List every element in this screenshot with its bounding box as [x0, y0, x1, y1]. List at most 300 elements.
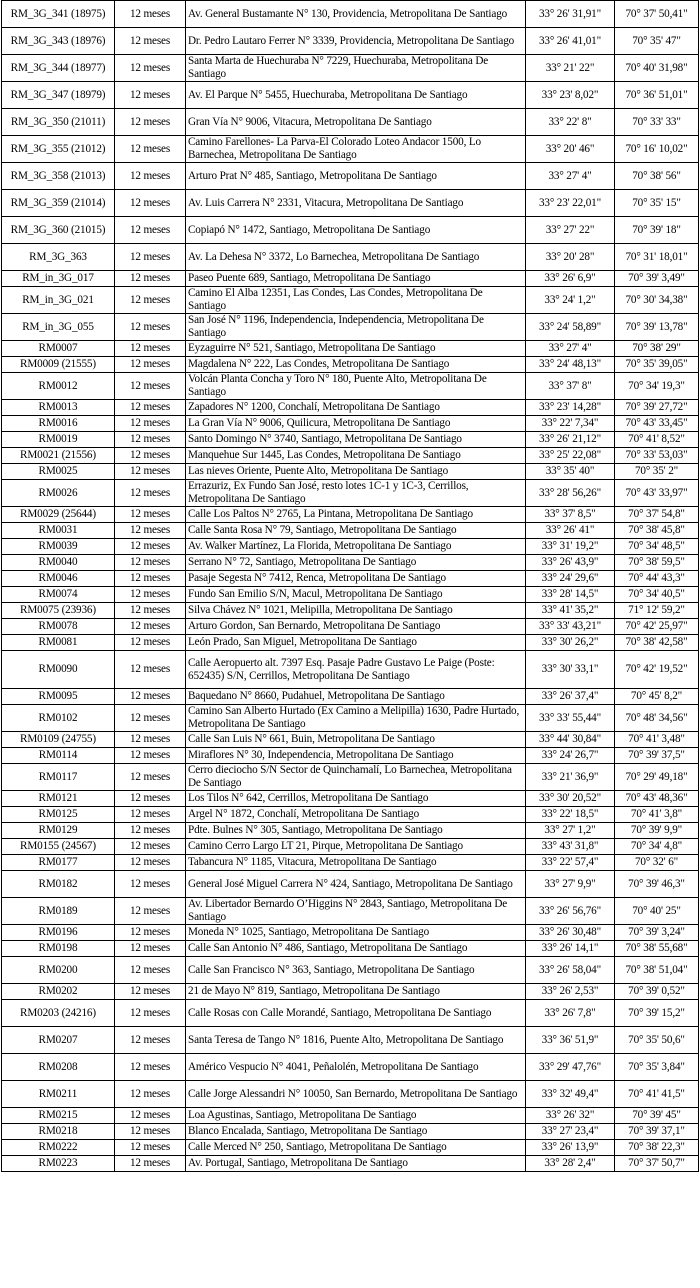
duration-cell: 12 meses	[115, 28, 186, 55]
address-cell: Errazuriz, Ex Fundo San José, resto lotes 1C-1 y 1C-3, Cerrillos, Metropolitana De Santiago	[186, 480, 526, 507]
table-row	[2, 1081, 699, 1108]
address-cell: Calle Aeropuerto alt. 7397 Esq. Pasaje Padre Gustavo Le Paige (Poste: 652435) S/N, Cerrillos, Metropolitana De Santiago	[186, 651, 526, 689]
duration-cell: 12 meses	[115, 855, 186, 871]
table-row	[2, 748, 699, 764]
table-row	[2, 1027, 699, 1054]
longitude-cell: 70° 43' 33,97"	[615, 480, 699, 507]
latitude-cell: 33° 30' 26,2"	[526, 635, 615, 651]
longitude-cell: 70° 39' 27,72"	[615, 400, 699, 416]
latitude-cell: 33° 20' 46"	[526, 136, 615, 163]
table-row	[2, 689, 699, 705]
duration-cell: 12 meses	[115, 571, 186, 587]
site-id-cell: RM0009 (21555)	[2, 357, 115, 373]
table-row	[2, 448, 699, 464]
latitude-cell: 33° 35' 40"	[526, 464, 615, 480]
longitude-cell: 70° 34' 19,3"	[615, 373, 699, 400]
table-row	[2, 244, 699, 271]
duration-cell: 12 meses	[115, 651, 186, 689]
address-cell: Pasaje Segesta N° 7412, Renca, Metropolitana De Santiago	[186, 571, 526, 587]
latitude-cell: 33° 32' 49,4"	[526, 1081, 615, 1108]
longitude-cell: 70° 33' 53,03"	[615, 448, 699, 464]
latitude-cell: 33° 28' 56,26"	[526, 480, 615, 507]
longitude-cell: 70° 38' 56"	[615, 163, 699, 190]
longitude-cell: 70° 39' 9,9"	[615, 823, 699, 839]
duration-cell: 12 meses	[115, 941, 186, 957]
site-id-cell: RM_3G_359 (21014)	[2, 190, 115, 217]
latitude-cell: 33° 30' 20,52"	[526, 791, 615, 807]
latitude-cell: 33° 27' 1,2"	[526, 823, 615, 839]
site-id-cell: RM0013	[2, 400, 115, 416]
table-row	[2, 523, 699, 539]
site-id-cell: RM_in_3G_055	[2, 314, 115, 341]
latitude-cell: 33° 23' 14,28"	[526, 400, 615, 416]
address-cell: León Prado, San Miguel, Metropolitana De Santiago	[186, 635, 526, 651]
longitude-cell: 70° 37' 50,41"	[615, 1, 699, 28]
address-cell: General José Miguel Carrera N° 424, Santiago, Metropolitana De Santiago	[186, 871, 526, 898]
table-row	[2, 1, 699, 28]
duration-cell: 12 meses	[115, 109, 186, 136]
address-cell: Silva Chávez N° 1021, Melipilla, Metropolitana De Santiago	[186, 603, 526, 619]
table-row	[2, 898, 699, 925]
duration-cell: 12 meses	[115, 1, 186, 28]
longitude-cell: 70° 42' 25,97"	[615, 619, 699, 635]
table-row	[2, 400, 699, 416]
duration-cell: 12 meses	[115, 839, 186, 855]
latitude-cell: 33° 23' 22,01"	[526, 190, 615, 217]
longitude-cell: 70° 34' 48,5"	[615, 539, 699, 555]
address-cell: San José N° 1196, Independencia, Independencia, Metropolitana De Santiago	[186, 314, 526, 341]
latitude-cell: 33° 26' 32"	[526, 1108, 615, 1124]
site-id-cell: RM0039	[2, 539, 115, 555]
table-row	[2, 432, 699, 448]
table-row	[2, 287, 699, 314]
longitude-cell: 70° 38' 42,58"	[615, 635, 699, 651]
address-cell: Copiapó N° 1472, Santiago, Metropolitana De Santiago	[186, 217, 526, 244]
address-cell: Santa Teresa de Tango N° 1816, Puente Alto, Metropolitana De Santiago	[186, 1027, 526, 1054]
latitude-cell: 33° 21' 36,9"	[526, 764, 615, 791]
latitude-cell: 33° 26' 37,4"	[526, 689, 615, 705]
table-row	[2, 871, 699, 898]
duration-cell: 12 meses	[115, 314, 186, 341]
table-row	[2, 571, 699, 587]
site-id-cell: RM_3G_343 (18976)	[2, 28, 115, 55]
duration-cell: 12 meses	[115, 341, 186, 357]
duration-cell: 12 meses	[115, 136, 186, 163]
duration-cell: 12 meses	[115, 190, 186, 217]
site-id-cell: RM_3G_341 (18975)	[2, 1, 115, 28]
address-cell: Dr. Pedro Lautaro Ferrer N° 3339, Providencia, Metropolitana De Santiago	[186, 28, 526, 55]
address-cell: Zapadores N° 1200, Conchalí, Metropolitana De Santiago	[186, 400, 526, 416]
address-cell: Cerro dieciocho S/N Sector de Quinchamalí, Lo Barnechea, Metropolitana De Santiago	[186, 764, 526, 791]
latitude-cell: 33° 21' 22"	[526, 55, 615, 82]
table-row	[2, 373, 699, 400]
site-id-cell: RM0202	[2, 984, 115, 1000]
address-cell: Fundo San Emilio S/N, Macul, Metropolitana De Santiago	[186, 587, 526, 603]
table-row	[2, 635, 699, 651]
address-cell: Calle Merced N° 250, Santiago, Metropolitana De Santiago	[186, 1140, 526, 1156]
longitude-cell: 70° 37' 54,8"	[615, 507, 699, 523]
site-id-cell: RM_in_3G_017	[2, 271, 115, 287]
latitude-cell: 33° 24' 48,13"	[526, 357, 615, 373]
table-row	[2, 55, 699, 82]
latitude-cell: 33° 37' 8"	[526, 373, 615, 400]
longitude-cell: 70° 42' 19,52"	[615, 651, 699, 689]
address-cell: Av. Portugal, Santiago, Metropolitana De Santiago	[186, 1156, 526, 1172]
address-cell: Argel N° 1872, Conchalí, Metropolitana De Santiago	[186, 807, 526, 823]
address-cell: Calle Jorge Alessandri N° 10050, San Bernardo, Metropolitana De Santiago	[186, 1081, 526, 1108]
table-row	[2, 163, 699, 190]
duration-cell: 12 meses	[115, 82, 186, 109]
site-id-cell: RM0189	[2, 898, 115, 925]
duration-cell: 12 meses	[115, 448, 186, 464]
duration-cell: 12 meses	[115, 523, 186, 539]
site-id-cell: RM0021 (21556)	[2, 448, 115, 464]
duration-cell: 12 meses	[115, 925, 186, 941]
table-row	[2, 839, 699, 855]
site-id-cell: RM0182	[2, 871, 115, 898]
table-row	[2, 587, 699, 603]
site-id-cell: RM_3G_344 (18977)	[2, 55, 115, 82]
address-cell: Calle San Francisco N° 363, Santiago, Metropolitana De Santiago	[186, 957, 526, 984]
duration-cell: 12 meses	[115, 357, 186, 373]
latitude-cell: 33° 24' 26,7"	[526, 748, 615, 764]
table-row	[2, 82, 699, 109]
longitude-cell: 70° 39' 3,49"	[615, 271, 699, 287]
table-row	[2, 823, 699, 839]
latitude-cell: 33° 22' 7,34"	[526, 416, 615, 432]
latitude-cell: 33° 26' 21,12"	[526, 432, 615, 448]
latitude-cell: 33° 24' 58,89"	[526, 314, 615, 341]
site-id-cell: RM0114	[2, 748, 115, 764]
longitude-cell: 70° 39' 0,52"	[615, 984, 699, 1000]
longitude-cell: 70° 39' 37,1"	[615, 1124, 699, 1140]
table-row	[2, 1108, 699, 1124]
table-row	[2, 109, 699, 136]
table-body	[2, 1, 699, 1172]
duration-cell: 12 meses	[115, 823, 186, 839]
duration-cell: 12 meses	[115, 689, 186, 705]
address-cell: Moneda N° 1025, Santiago, Metropolitana De Santiago	[186, 925, 526, 941]
duration-cell: 12 meses	[115, 898, 186, 925]
table-row	[2, 464, 699, 480]
address-cell: Av. General Bustamante N° 130, Providencia, Metropolitana De Santiago	[186, 1, 526, 28]
longitude-cell: 70° 43' 33,45"	[615, 416, 699, 432]
address-cell: Santa Marta de Huechuraba N° 7229, Huechuraba, Metropolitana De Santiago	[186, 55, 526, 82]
duration-cell: 12 meses	[115, 1156, 186, 1172]
table-row	[2, 807, 699, 823]
latitude-cell: 33° 26' 43,9"	[526, 555, 615, 571]
duration-cell: 12 meses	[115, 400, 186, 416]
duration-cell: 12 meses	[115, 555, 186, 571]
duration-cell: 12 meses	[115, 1027, 186, 1054]
latitude-cell: 33° 43' 31,8"	[526, 839, 615, 855]
longitude-cell: 70° 38' 45,8"	[615, 523, 699, 539]
site-id-cell: RM_in_3G_021	[2, 287, 115, 314]
table-row	[2, 941, 699, 957]
address-cell: Av. El Parque N° 5455, Huechuraba, Metropolitana De Santiago	[186, 82, 526, 109]
longitude-cell: 70° 35' 50,6"	[615, 1027, 699, 1054]
latitude-cell: 33° 24' 1,2"	[526, 287, 615, 314]
site-id-cell: RM0109 (24755)	[2, 732, 115, 748]
duration-cell: 12 meses	[115, 871, 186, 898]
latitude-cell: 33° 26' 31,91"	[526, 1, 615, 28]
table-row	[2, 619, 699, 635]
site-id-cell: RM0207	[2, 1027, 115, 1054]
table-row	[2, 1124, 699, 1140]
table-row	[2, 1156, 699, 1172]
table-row	[2, 217, 699, 244]
longitude-cell: 70° 39' 46,3"	[615, 871, 699, 898]
longitude-cell: 70° 41' 3,8"	[615, 807, 699, 823]
site-id-cell: RM0078	[2, 619, 115, 635]
duration-cell: 12 meses	[115, 705, 186, 732]
longitude-cell: 70° 35' 3,84"	[615, 1054, 699, 1081]
site-id-cell: RM_3G_355 (21012)	[2, 136, 115, 163]
duration-cell: 12 meses	[115, 507, 186, 523]
table-row	[2, 705, 699, 732]
latitude-cell: 33° 37' 8,5"	[526, 507, 615, 523]
address-cell: Calle San Luis N° 661, Buin, Metropolitana De Santiago	[186, 732, 526, 748]
longitude-cell: 70° 39' 37,5"	[615, 748, 699, 764]
duration-cell: 12 meses	[115, 957, 186, 984]
address-cell: Américo Vespucio N° 4041, Peñalolén, Metropolitana De Santiago	[186, 1054, 526, 1081]
longitude-cell: 70° 16' 10,02"	[615, 136, 699, 163]
latitude-cell: 33° 44' 30,84"	[526, 732, 615, 748]
address-cell: Arturo Gordon, San Bernardo, Metropolitana De Santiago	[186, 619, 526, 635]
address-cell: Paseo Puente 689, Santiago, Metropolitana De Santiago	[186, 271, 526, 287]
duration-cell: 12 meses	[115, 432, 186, 448]
duration-cell: 12 meses	[115, 287, 186, 314]
site-id-cell: RM_3G_360 (21015)	[2, 217, 115, 244]
address-cell: La Gran Vía N° 9006, Quilicura, Metropolitana De Santiago	[186, 416, 526, 432]
address-cell: Serrano N° 72, Santiago, Metropolitana De Santiago	[186, 555, 526, 571]
address-cell: Santo Domingo N° 3740, Santiago, Metropolitana De Santiago	[186, 432, 526, 448]
latitude-cell: 33° 27' 23,4"	[526, 1124, 615, 1140]
site-id-cell: RM0040	[2, 555, 115, 571]
longitude-cell: 70° 35' 47"	[615, 28, 699, 55]
longitude-cell: 70° 45' 8,2"	[615, 689, 699, 705]
site-id-cell: RM0218	[2, 1124, 115, 1140]
longitude-cell: 70° 39' 18"	[615, 217, 699, 244]
address-cell: Av. Walker Martínez, La Florida, Metropolitana De Santiago	[186, 539, 526, 555]
duration-cell: 12 meses	[115, 163, 186, 190]
site-id-cell: RM0222	[2, 1140, 115, 1156]
latitude-cell: 33° 28' 2,4"	[526, 1156, 615, 1172]
site-id-cell: RM0019	[2, 432, 115, 448]
address-cell: Gran Vía N° 9006, Vitacura, Metropolitana De Santiago	[186, 109, 526, 136]
address-cell: 21 de Mayo N° 819, Santiago, Metropolitana De Santiago	[186, 984, 526, 1000]
duration-cell: 12 meses	[115, 807, 186, 823]
table-row	[2, 341, 699, 357]
latitude-cell: 33° 26' 14,1"	[526, 941, 615, 957]
duration-cell: 12 meses	[115, 1000, 186, 1027]
longitude-cell: 70° 41' 3,48"	[615, 732, 699, 748]
address-cell: Camino San Alberto Hurtado (Ex Camino a Melipilla) 1630, Padre Hurtado, Metropolitana De Santiago	[186, 705, 526, 732]
site-id-cell: RM_3G_358 (21013)	[2, 163, 115, 190]
latitude-cell: 33° 30' 33,1"	[526, 651, 615, 689]
latitude-cell: 33° 41' 35,2"	[526, 603, 615, 619]
latitude-cell: 33° 25' 22,08"	[526, 448, 615, 464]
address-cell: Calle Rosas con Calle Morandé, Santiago, Metropolitana De Santiago	[186, 1000, 526, 1027]
longitude-cell: 70° 35' 39,05"	[615, 357, 699, 373]
address-cell: Manquehue Sur 1445, Las Condes, Metropolitana De Santiago	[186, 448, 526, 464]
address-cell: Calle Los Paltos N° 2765, La Pintana, Metropolitana De Santiago	[186, 507, 526, 523]
latitude-cell: 33° 33' 55,44"	[526, 705, 615, 732]
longitude-cell: 70° 40' 31,98"	[615, 55, 699, 82]
site-id-cell: RM0125	[2, 807, 115, 823]
site-id-cell: RM_3G_350 (21011)	[2, 109, 115, 136]
site-id-cell: RM0129	[2, 823, 115, 839]
duration-cell: 12 meses	[115, 271, 186, 287]
latitude-cell: 33° 26' 30,48"	[526, 925, 615, 941]
latitude-cell: 33° 29' 47,76"	[526, 1054, 615, 1081]
longitude-cell: 70° 43' 48,36"	[615, 791, 699, 807]
site-id-cell: RM0081	[2, 635, 115, 651]
site-id-cell: RM0025	[2, 464, 115, 480]
duration-cell: 12 meses	[115, 1081, 186, 1108]
address-cell: Miraflores N° 30, Independencia, Metropolitana De Santiago	[186, 748, 526, 764]
longitude-cell: 70° 31' 18,01"	[615, 244, 699, 271]
duration-cell: 12 meses	[115, 416, 186, 432]
duration-cell: 12 meses	[115, 748, 186, 764]
address-cell: Los Tilos N° 642, Cerrillos, Metropolitana De Santiago	[186, 791, 526, 807]
site-id-cell: RM0198	[2, 941, 115, 957]
table-row	[2, 314, 699, 341]
latitude-cell: 33° 26' 13,9"	[526, 1140, 615, 1156]
address-cell: Las nieves Oriente, Puente Alto, Metropolitana De Santiago	[186, 464, 526, 480]
table-row	[2, 1054, 699, 1081]
latitude-cell: 33° 22' 18,5"	[526, 807, 615, 823]
longitude-cell: 70° 32' 6"	[615, 855, 699, 871]
duration-cell: 12 meses	[115, 587, 186, 603]
site-id-cell: RM0223	[2, 1156, 115, 1172]
address-cell: Camino Cerro Largo LT 21, Pirque, Metropolitana De Santiago	[186, 839, 526, 855]
duration-cell: 12 meses	[115, 464, 186, 480]
site-id-cell: RM0177	[2, 855, 115, 871]
table-row	[2, 984, 699, 1000]
latitude-cell: 33° 36' 51,9"	[526, 1027, 615, 1054]
address-cell: Arturo Prat N° 485, Santiago, Metropolitana De Santiago	[186, 163, 526, 190]
table-row	[2, 507, 699, 523]
site-id-cell: RM0007	[2, 341, 115, 357]
address-cell: Tabancura N° 1185, Vitacura, Metropolitana De Santiago	[186, 855, 526, 871]
latitude-cell: 33° 26' 41,01"	[526, 28, 615, 55]
address-cell: Baquedano N° 8660, Pudahuel, Metropolitana De Santiago	[186, 689, 526, 705]
address-cell: Volcán Planta Concha y Toro N° 180, Puente Alto, Metropolitana De Santiago	[186, 373, 526, 400]
duration-cell: 12 meses	[115, 984, 186, 1000]
table-row	[2, 555, 699, 571]
address-cell: Loa Agustinas, Santiago, Metropolitana De Santiago	[186, 1108, 526, 1124]
site-id-cell: RM0208	[2, 1054, 115, 1081]
site-id-cell: RM0029 (25644)	[2, 507, 115, 523]
latitude-cell: 33° 26' 6,9"	[526, 271, 615, 287]
address-cell: Av. La Dehesa N° 3372, Lo Barnechea, Metropolitana De Santiago	[186, 244, 526, 271]
table-row	[2, 764, 699, 791]
site-id-cell: RM0155 (24567)	[2, 839, 115, 855]
longitude-cell: 70° 34' 4,8"	[615, 839, 699, 855]
latitude-cell: 33° 20' 28"	[526, 244, 615, 271]
address-cell: Eyzaguirre N° 521, Santiago, Metropolitana De Santiago	[186, 341, 526, 357]
site-id-cell: RM0026	[2, 480, 115, 507]
duration-cell: 12 meses	[115, 791, 186, 807]
longitude-cell: 70° 48' 34,56"	[615, 705, 699, 732]
latitude-cell: 33° 23' 8,02"	[526, 82, 615, 109]
latitude-cell: 33° 27' 9,9"	[526, 871, 615, 898]
table-row	[2, 357, 699, 373]
site-id-cell: RM0215	[2, 1108, 115, 1124]
longitude-cell: 70° 34' 40,5"	[615, 587, 699, 603]
site-id-cell: RM0121	[2, 791, 115, 807]
duration-cell: 12 meses	[115, 619, 186, 635]
address-cell: Camino El Alba 12351, Las Condes, Las Condes, Metropolitana De Santiago	[186, 287, 526, 314]
duration-cell: 12 meses	[115, 732, 186, 748]
duration-cell: 12 meses	[115, 539, 186, 555]
longitude-cell: 70° 29' 49,18"	[615, 764, 699, 791]
site-id-cell: RM0075 (23936)	[2, 603, 115, 619]
table-row	[2, 855, 699, 871]
table-row	[2, 603, 699, 619]
table-row	[2, 791, 699, 807]
site-id-cell: RM0200	[2, 957, 115, 984]
address-cell: Calle Santa Rosa N° 79, Santiago, Metropolitana De Santiago	[186, 523, 526, 539]
table-row	[2, 957, 699, 984]
table-row	[2, 480, 699, 507]
site-id-cell: RM0046	[2, 571, 115, 587]
latitude-cell: 33° 24' 29,6"	[526, 571, 615, 587]
site-id-cell: RM0196	[2, 925, 115, 941]
longitude-cell: 70° 39' 45"	[615, 1108, 699, 1124]
longitude-cell: 70° 41' 8,52"	[615, 432, 699, 448]
site-id-cell: RM0090	[2, 651, 115, 689]
latitude-cell: 33° 33' 43,21"	[526, 619, 615, 635]
latitude-cell: 33° 27' 22"	[526, 217, 615, 244]
longitude-cell: 70° 35' 15"	[615, 190, 699, 217]
longitude-cell: 70° 38' 29"	[615, 341, 699, 357]
latitude-cell: 33° 26' 41"	[526, 523, 615, 539]
latitude-cell: 33° 22' 8"	[526, 109, 615, 136]
table-row	[2, 1000, 699, 1027]
longitude-cell: 70° 39' 3,24"	[615, 925, 699, 941]
table-row	[2, 416, 699, 432]
site-id-cell: RM_3G_363	[2, 244, 115, 271]
duration-cell: 12 meses	[115, 603, 186, 619]
longitude-cell: 70° 30' 34,38"	[615, 287, 699, 314]
duration-cell: 12 meses	[115, 244, 186, 271]
site-id-cell: RM0031	[2, 523, 115, 539]
latitude-cell: 33° 22' 57,4"	[526, 855, 615, 871]
duration-cell: 12 meses	[115, 1108, 186, 1124]
table-row	[2, 190, 699, 217]
longitude-cell: 71° 12' 59,2"	[615, 603, 699, 619]
table-row	[2, 271, 699, 287]
table-row	[2, 732, 699, 748]
latitude-cell: 33° 27' 4"	[526, 163, 615, 190]
longitude-cell: 70° 33' 33"	[615, 109, 699, 136]
address-cell: Av. Luis Carrera N° 2331, Vitacura, Metropolitana De Santiago	[186, 190, 526, 217]
site-id-cell: RM_3G_347 (18979)	[2, 82, 115, 109]
duration-cell: 12 meses	[115, 635, 186, 651]
address-cell: Camino Farellones- La Parva-El Colorado Loteo Andacor 1500, Lo Barnechea, Metropolitana De Santiago	[186, 136, 526, 163]
longitude-cell: 70° 40' 25"	[615, 898, 699, 925]
longitude-cell: 70° 38' 59,5"	[615, 555, 699, 571]
duration-cell: 12 meses	[115, 1124, 186, 1140]
duration-cell: 12 meses	[115, 1054, 186, 1081]
duration-cell: 12 meses	[115, 373, 186, 400]
latitude-cell: 33° 26' 7,8"	[526, 1000, 615, 1027]
table-row	[2, 136, 699, 163]
site-id-cell: RM0211	[2, 1081, 115, 1108]
longitude-cell: 70° 37' 50,7"	[615, 1156, 699, 1172]
